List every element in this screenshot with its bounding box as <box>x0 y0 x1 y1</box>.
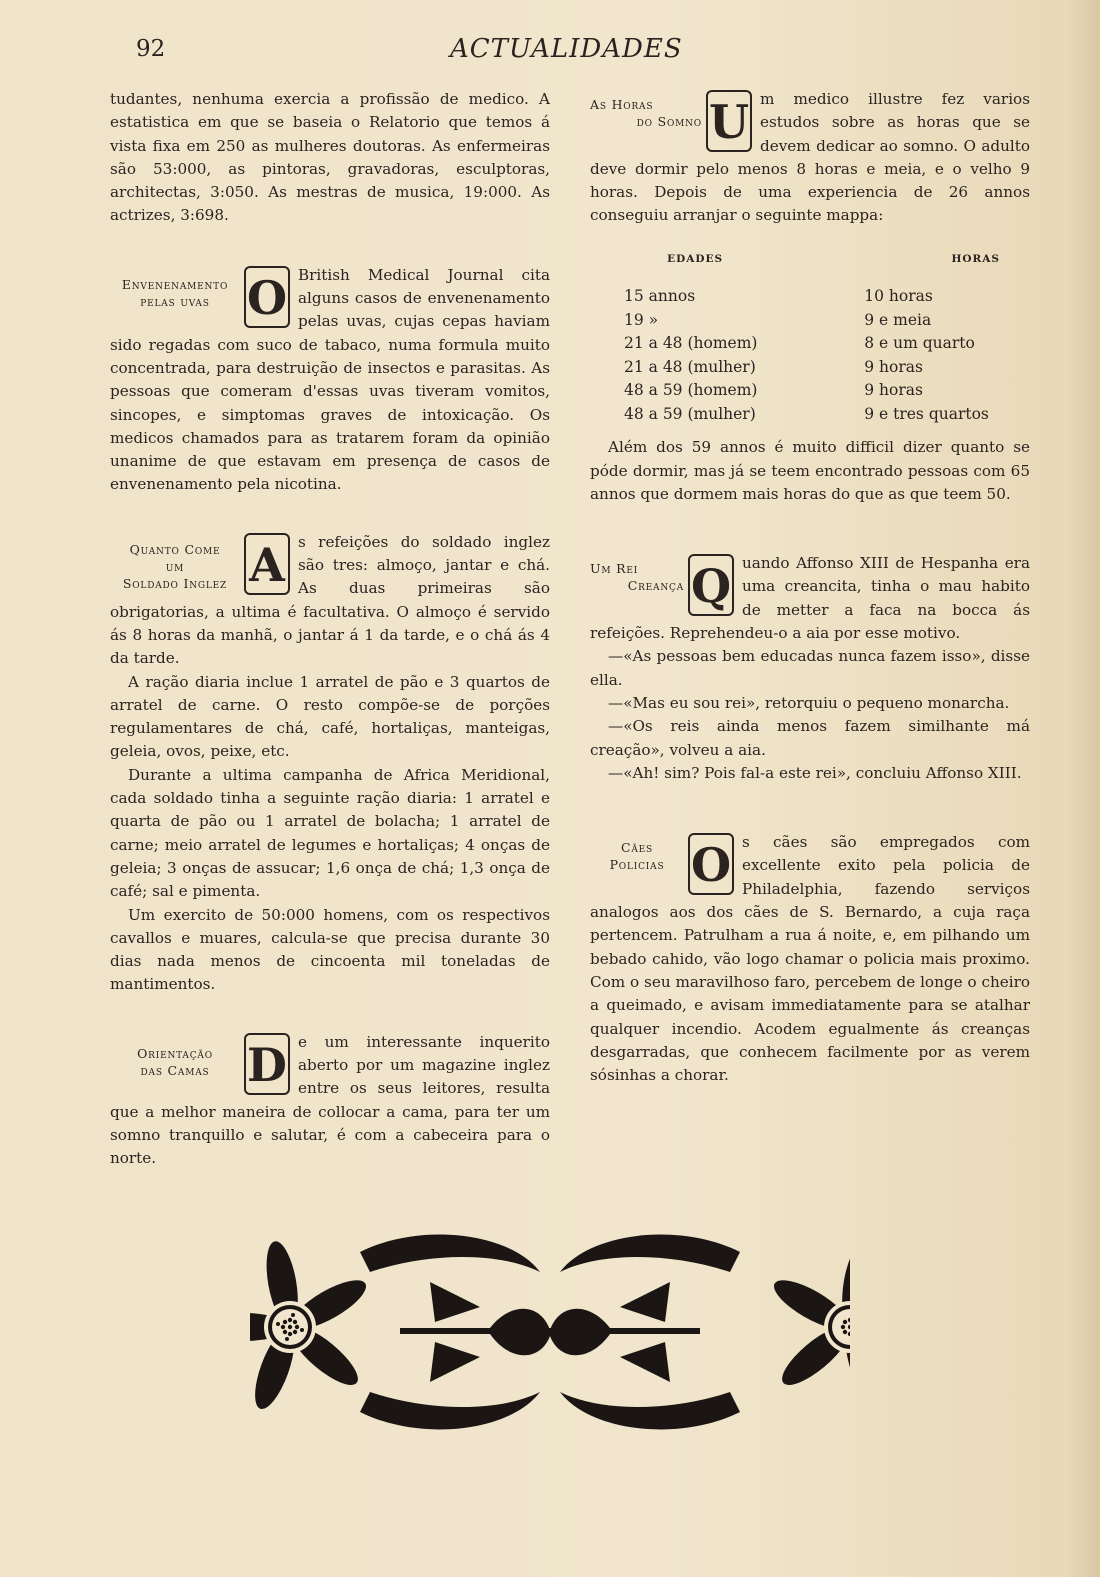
article-title: Orientação das Camas <box>137 1045 213 1078</box>
dialogue-line: —«Ah! sim? Pois fal-a este rei», concluiu Affonso XIII. <box>608 763 1022 782</box>
article-title: Quanto Come um Soldado Inglez <box>122 541 228 591</box>
article-paragraph: Um exercito de 50:000 homens, com os respectivos cavallos e muares, calcula-se que precisa durante 30 dias nada menos de cincoenta mil toneladas de mantimentos. <box>110 905 550 994</box>
dropcap: O <box>244 266 290 328</box>
article-title: Um Rei Creança <box>590 561 684 594</box>
article-body: s cães são empregados com excellente exito pela policia de Philadelphia, fazendo serviços analogos aos dos cães de S. Bernardo, a cuja raça pertencem. Patrulham a rua á noite, e, em pilhando um bebado cahido, vão logo chamar o policia mais proximo. Com o seu maravilhoso faro, percebem de longe o cheiro a queimado, e avisam immediatamente para se atalhar qualquer incendio. Acodem egualmente ás creanças desgarradas, que conhecem facilmente por as verem sósinhas a chorar. <box>590 833 1030 1085</box>
article-title: Envenenamento pelas uvas <box>121 276 229 309</box>
article-title: As Horas do Somno <box>590 97 702 129</box>
article-body: e um interessante inquerito aberto por um magazine inglez entre os seus leitores, resulta que a melhor maneira de collocar a cama, para ter um somno tranquillo e salutar, é com a cabeceira para o norte. <box>110 1032 550 1168</box>
article-paragraph: Durante a ultima campanha de Africa Meridional, cada soldado tinha a seguinte ração diaria: 1 arratel e quarta de pão ou 1 arratel de bolacha; 1 arratel de carne; meio arratel de legumes e hortaliças; 4 onças de geleia; 3 onças de assucar; 1,6 onça de chá; 1,3 onça de café; sal e pimenta. <box>110 765 550 901</box>
dialogue-line: —«As pessoas bem educadas nunca fazem isso», disse ella. <box>590 647 1030 689</box>
article-body: British Medical Journal cita alguns casos de envenenamento pelas uvas, cujas cepas haviam sido regadas com suco de tabaco, numa formula muito concentrada, para destruição de insectos e parasitas. As pessoas que comeram d'essas uvas tiveram vomitos, sincopes, e simptomas graves de intoxicação. Os medicos chamados para as tratarem foram da opinião unanime de que estavam em presença de casos de envenenamento pela nicotina. <box>110 265 550 494</box>
left-column <box>110 88 550 1170</box>
article-body: uando Affonso XIII de Hespanha era uma creancita, tinha o mau habito de metter a faca na bocca ás refeições. Reprehendeu-o a aia por esse motivo. <box>590 554 1030 643</box>
table-row: 48 a 59 (mulher) 9 e tres quartos <box>624 404 989 423</box>
dialogue-line: —«Mas eu sou rei», retorquiu o pequeno monarcha. <box>608 693 1010 712</box>
dropcap: A <box>244 533 290 595</box>
dropcap: U <box>706 90 752 152</box>
article-camas <box>110 1031 550 1171</box>
floral-ornament-icon <box>250 1212 850 1452</box>
table-row: 19 » 9 e meia <box>624 310 932 329</box>
page-number: 92 <box>136 36 166 62</box>
article-somno <box>590 88 1030 506</box>
article-title: Cães Policias <box>609 840 665 873</box>
right-column <box>590 88 1030 1087</box>
table-row: 21 a 48 (mulher) 9 horas <box>624 357 923 376</box>
article-soldado <box>110 531 550 997</box>
table-row: 15 annos 10 horas <box>624 287 933 306</box>
article-caes <box>590 831 1030 1087</box>
article-paragraph: s refeições do soldado inglez são tres: almoço, jantar e chá. As duas primeiras são obrigatorias, a ultima é facultativa. O almoço é servido ás 8 horas da manhã, o jantar á 1 da tarde, e o chá ás 4 da tarde. <box>110 532 550 668</box>
article-paragraph: Além dos 59 annos é muito difficil dizer quanto se póde dormir, mas já se teem encontrado pessoas com 65 annos que dormem mais horas do que as que teem 50. <box>590 438 1030 503</box>
intro-paragraph: tudantes, nenhuma exercia a profissão de medico. A estatistica em que se baseia o Relatorio que temos á vista fixa em 250 as mulheres doutoras. As enfermeiras são 53:000, as pintoras, gravadoras, esculptoras, architectas, 3:050. As mestras de musica, 19:000. As actrizes, 3:698. <box>110 90 550 225</box>
dropcap: O <box>688 833 734 895</box>
article-rei <box>590 552 1030 785</box>
dialogue-line: —«Os reis ainda menos fazem similhante má creação», volveu a aia. <box>590 717 1030 759</box>
running-title: ACTUALIDADES <box>450 34 683 64</box>
table-header: EDADES HORAS <box>667 252 1000 265</box>
dropcap: Q <box>688 554 734 616</box>
article-body: m medico illustre fez varios estudos sobre as horas que se devem dedicar ao somno. O adulto deve dormir pelo menos 8 horas e meia, e o velho 9 horas. Depois de uma experiencia de 26 annos conseguiu arranjar o seguinte mappa: <box>590 90 1030 225</box>
table-row: 48 a 59 (homem) 9 horas <box>624 381 923 400</box>
dropcap: D <box>244 1033 290 1095</box>
table-row: 21 a 48 (homem) 8 e um quarto <box>624 334 975 353</box>
sleep-table <box>590 248 1030 427</box>
article-paragraph: A ração diaria inclue 1 arratel de pão e 3 quartos de arratel de carne. O resto compõe-se de porções regulamentares de chá, café, hortaliças, manteigas, geleia, ovos, peixe, etc. <box>110 672 550 761</box>
article-envenenamento <box>110 264 550 497</box>
